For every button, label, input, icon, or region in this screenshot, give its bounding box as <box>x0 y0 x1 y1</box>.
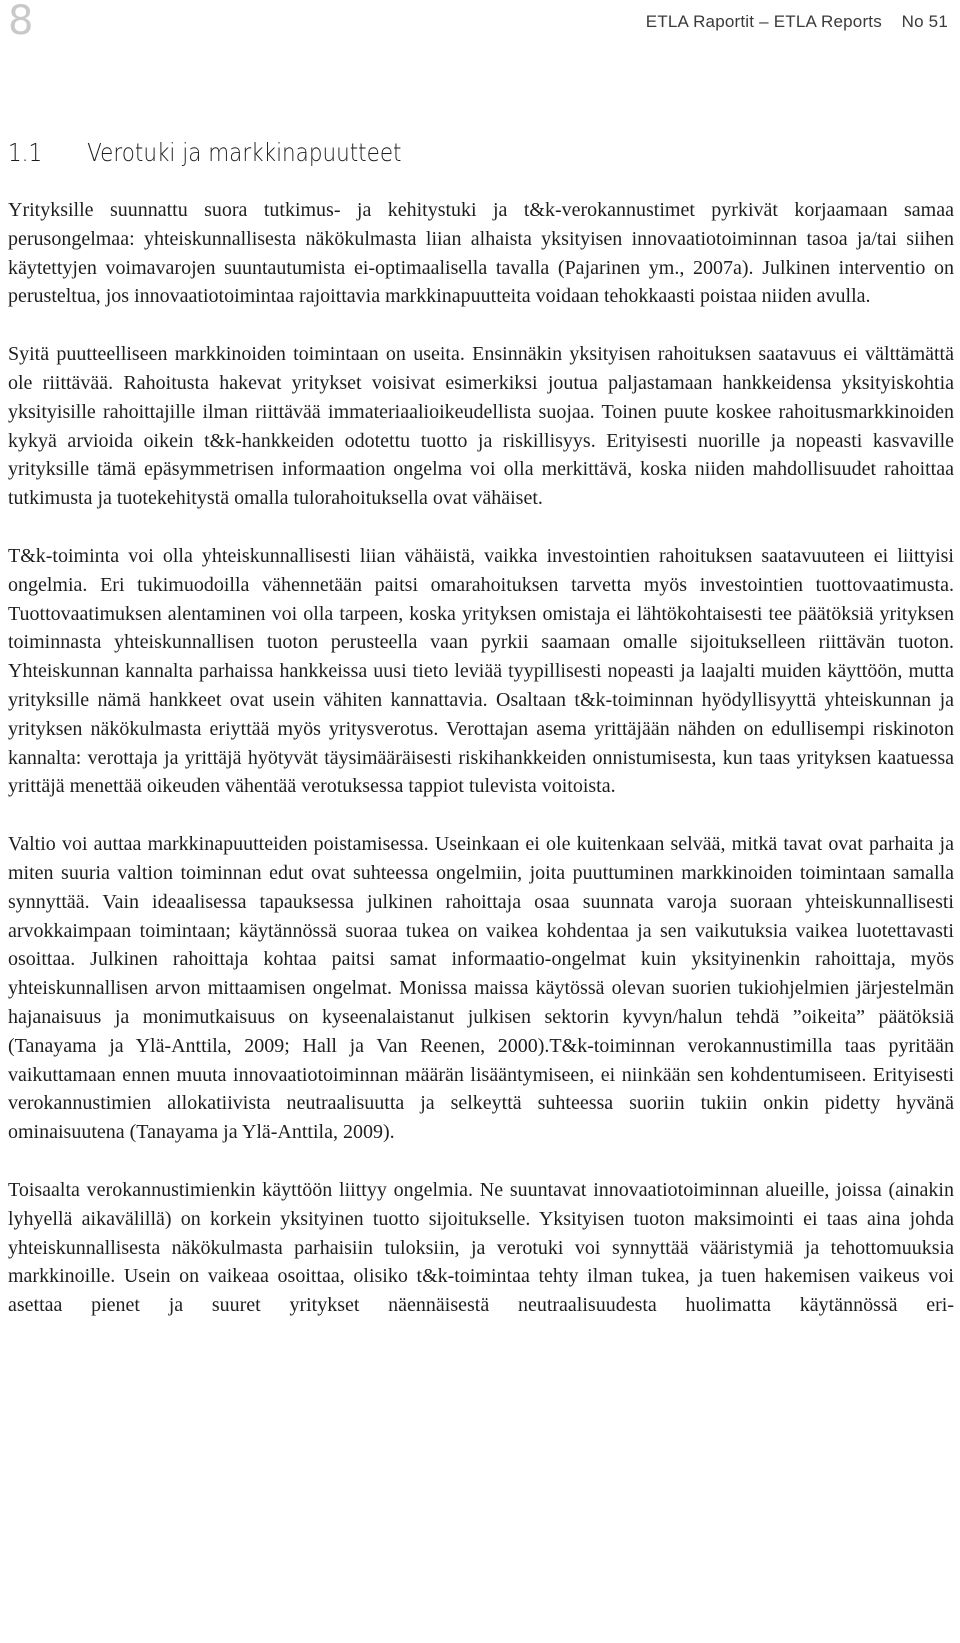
paragraph: T&k-toiminta voi olla yhteiskunnallisesti liian vähäistä, vaikka investointien rahoituksen saatavuuteen ei liittyisi ongelmia. Eri tukimuodoilla vähennetään paitsi omarahoituksen tarvetta myös investointien tuottovaatimusta. Tuottovaatimuksen alentaminen voi olla tarpeen, koska yrityksen omistaja ei lähtökohtaisesti tee päätöksiä yrityksen toiminnasta yhteiskunnallisen tuoton perusteella vaan pyrkii saamaan omalle sijoitukselleen riittävän tuoton. Yhteiskunnan kannalta parhaissa hankkeissa uusi tieto leviää tyypillisesti nopeasti ja laajalti muiden käyttöön, mutta yrityksille nämä hankkeet ovat usein vähiten kannattavia. Osaltaan t&k-toiminnan hyödyllisyyttä yhteiskunnan ja yrityksen näkökulmasta eriyttää myös yritysverotus. Verottajan asema yrittäjään nähden on edullisempi riskinoton kannalta: verottaja ja yrittäjä hyötyvät täysimääräisesti riskihankkeiden onnistumisesta, kun taas yrityksen kaatuessa yrittäjä menettää oikeuden vähentää verotuksessa tappiot tulevista voitoista. <box>8 544 954 798</box>
section-heading <box>8 138 401 167</box>
paragraph: Syitä puutteelliseen markkinoiden toimintaan on useita. Ensinnäkin yksityisen rahoituksen saatavuus ei välttämättä ole riittävää. Rahoitusta hakevat yritykset voisivat esimerkiksi joutua paljastamaan hankkeidensa yksityiskohtia yksityisille rahoittajille ilman riittävää immateriaalioikeudellista suojaa. Toinen puute koskee rahoitusmarkkinoiden kykyä arvioida oikein t&k-hankkeiden odotettu tuotto ja riskillisyys. Erityisesti nuorille ja nopeasti kasvaville yrityksille tämä epäsymmetrisen informaation ongelma voi olla merkittävä, koska niiden mahdollisuudet rahoittaa tutkimusta ja tuotekehitystä omalla tulorahoituksella ovat vähäiset. <box>8 343 954 510</box>
running-header: ETLA Raportit – ETLA Reports No 51 <box>645 12 948 31</box>
section-number: 1.1 <box>8 138 43 167</box>
paragraph: Yrityksille suunnattu suora tutkimus- ja kehitystuki ja t&k-verokannustimet pyrkivät korjaamaan samaa perusongelmaa: yhteiskunnallisesta näkökulmasta liian alhaista yksityisen innovaatiotoiminnan tasoa ja/tai siihen käytettyjen voimavarojen suuntautumista ei-optimaalisella tavalla (Pajarinen ym., 2007a). Julkinen interventio on perusteltua, jos innovaatiotoimintaa rajoittavia markkinapuutteita voidaan tehokkaasti poistaa niiden avulla. <box>8 199 954 308</box>
paragraph: Toisaalta verokannustimienkin käyttöön liittyy ongelmia. Ne suuntavat innovaatiotoiminnan alueille, joissa (ainakin lyhyellä aikavälillä) on korkein yksityinen tuotto sijoitukselle. Yksityisen tuoton maksimointi ei taas aina johda yhteiskunnallisesta näkökulmasta parhaisiin tuloksiin, ja verotuki voi synnyttää vääristymiä ja tehottomuuksia markkinoille. Usein on vaikeaa osoittaa, olisiko t&k-toimintaa tehty ilman tukea, ja tuen hakemisen vaikeus voi asettaa pienet ja suuret yritykset näennäisestä neutraalisuudesta huolimatta käytännössä eri- <box>8 1178 954 1317</box>
section-title: Verotuki ja markkinapuutteet <box>87 138 402 167</box>
body-text <box>8 196 954 1320</box>
paragraph: Valtio voi auttaa markkinapuutteiden poistamisessa. Useinkaan ei ole kuitenkaan selvää, mitkä tavat ovat parhaita ja miten suuria valtion toiminnan edut ovat suhteessa ongelmiin, joita puuttuminen markkinoiden toimintaan samalla synnyttää. Vain ideaalisessa tapauksessa julkinen rahoittaja osaa suunnata varoja suoraan yhteiskunnallisesti arvokkaimpaan toimintaan; käytännössä suoraa tukea on vaikea kohdentaa ja sen vaikutuksia vaikea luotettavasti osoittaa. Julkinen rahoittaja kohtaa paitsi samat informaatio-ongelmat kuin yksityinenkin rahoittaja, myös yhteiskunnallisen arvon mittaamisen ongelmat. Monissa maissa käytössä olevan suorien tukiohjelmien järjestelmän hajanaisuus ja monimutkaisuus on kyseenalaistanut julkisen sektorin kyvyn/halun tehdä ”oikeita” päätöksiä (Tanayama ja Ylä-Anttila, 2009; Hall ja Van Reenen, 2000).T&k-toiminnan verokannustimilla taas pyritään vaikuttamaan ennen muuta innovaatiotoiminnan määrän lisääntymiseen, ei niinkään sen kohdentumiseen. Erityisesti verokannustimien allokatiivista neutraalisuutta ja selkeyttä suhteessa suoriin tukiin onkin pidetty hyvänä ominaisuutena (Tanayama ja Ylä-Anttila, 2009). <box>8 833 954 1144</box>
page-number: 8 <box>8 0 34 44</box>
